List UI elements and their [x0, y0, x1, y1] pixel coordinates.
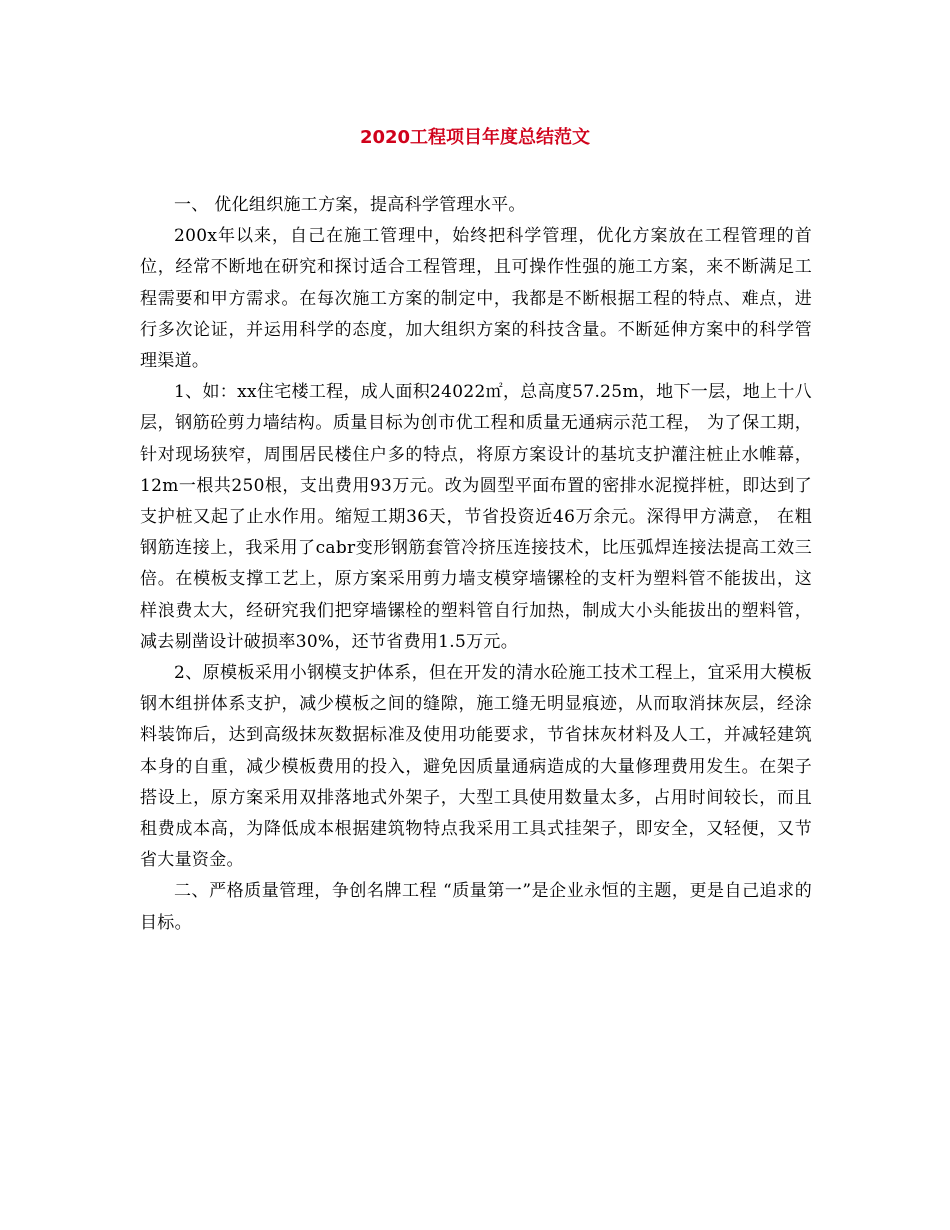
paragraph-item-2: 2、原模板采用小钢模支护体系，但在开发的清水砼施工技术工程上，宜采用大模板钢木组拼体系支护，减少模板之间的缝隙，施工缝无明显痕迹，从而取消抹灰层，经涂料装饰后，达到高级抹灰数据标准及使用功能要求，节省抹灰材料及人工，并减轻建筑本身的自重，减少模板费用的投入，避免因质量通病造成的大量修理费用发生。在架子搭设上，原方案采用双排落地式外架子，大型工具使用数量太多，占用时间较长，而且租费成本高，为降低成本根据建筑物特点我采用工具式挂架子，即安全，又轻便，又节省大量资金。 — [140, 663, 812, 871]
document-body — [140, 190, 812, 939]
paragraph-intro: 200x年以来，自己在施工管理中，始终把科学管理，优化方案放在工程管理的首位，经常不断地在研究和探讨适合工程管理，且可操作性强的施工方案，来不断满足工程需要和甲方需求。在每次施工方案的制定中，我都是不断根据工程的特点、难点，进行多次论证，并运用科学的态度，加大组织方案的科技含量。不断延伸方案中的科学管理渠道。 — [140, 226, 812, 372]
document-title: 2020工程项目年度总结范文 — [359, 127, 591, 148]
section-heading-2: 二、严格质量管理，争创名牌工程 “质量第一”是企业永恒的主题，更是自己追求的目标。 — [140, 881, 812, 933]
paragraph-item-1: 1、如：xx住宅楼工程，成人面积24022㎡，总高度57.25m，地下一层，地上十八层，钢筋砼剪力墙结构。质量目标为创市优工程和质量无通病示范工程， 为了保工期，针对现场狭窄，周围居民楼住户多的特点，将原方案设计的基坑支护灌注桩止水帷幕，12m一根共250根，支出费用93万元。改为圆型平面布置的密排水泥搅拌桩，即达到了支护桩又起了止水作用。缩短工期36天，节省投资近46万余元。深得甲方满意， 在粗钢筋连接上，我采用了cabr变形钢筋套管冷挤压连接技术，比压弧焊连接法提高工效三倍。在模板支撑工艺上，原方案采用剪力墙支模穿墙镙栓的支杆为塑料管不能拔出，这样浪费太大，经研究我们把穿墙镙栓的塑料管自行加热，制成大小头能拔出的塑料管，减去剔凿设计破损率30%，还节省费用1.5万元。 — [140, 382, 812, 652]
section-heading-1: 一、 优化组织施工方案，提高科学管理水平。 — [174, 195, 526, 215]
